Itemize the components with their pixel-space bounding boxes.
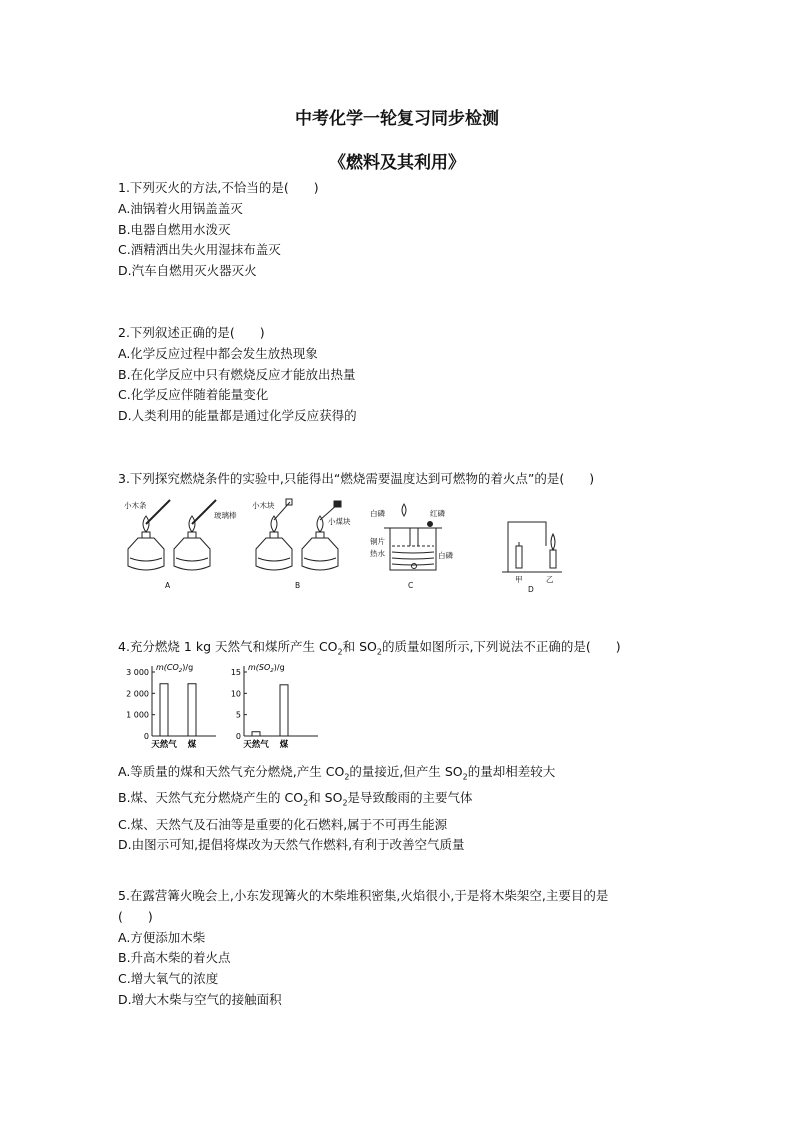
y-tick-label: 1 000 (126, 710, 149, 720)
y-tick-label: 5 (235, 710, 241, 720)
question-1 (118, 178, 688, 282)
subscript: 2 (376, 647, 382, 657)
option-c: C.煤、天然气及石油等是重要的化石燃料,属于不可再生能源 (118, 816, 448, 832)
text: 的量接近,但产生 SO (349, 764, 463, 779)
label-d: D (528, 585, 534, 594)
lamp-b2 (302, 501, 341, 570)
label-b: B (295, 581, 301, 590)
label-yi: 乙 (546, 575, 554, 584)
option-c: C.增大氧气的浓度 (118, 971, 219, 987)
option-a: A.方便添加木柴 (118, 929, 206, 945)
experiment-figure (118, 494, 678, 594)
y-axis-label-subscript: 2 (178, 668, 183, 674)
bar (252, 732, 260, 736)
label-red-p: 红磷 (430, 509, 445, 518)
label-wood: 小木块 (252, 501, 275, 510)
bar (280, 685, 288, 736)
option-b (118, 788, 688, 814)
page-subtitle: 《燃料及其利用》 (329, 153, 465, 173)
y-tick-label: 10 (230, 689, 241, 699)
label-glass-rod: 玻璃棒 (214, 511, 237, 520)
option-b: B.升高木柴的着火点 (118, 950, 231, 966)
y-axis-label-subscript: 2 (270, 668, 274, 674)
y-tick-label: 0 (143, 732, 149, 741)
x-tick-label: 煤 (279, 740, 289, 750)
subscript: 2 (342, 798, 348, 808)
lamp-a1 (128, 500, 170, 570)
y-tick-label: 2 000 (126, 689, 149, 699)
question-5 (118, 886, 688, 1011)
label-white-p: 白磷 (370, 509, 385, 518)
x-tick-label: 天然气 (243, 740, 269, 750)
y-tick-label: 15 (230, 668, 241, 677)
x-tick-label: 天然气 (151, 740, 177, 750)
label-hot-water: 热水 (370, 549, 385, 558)
bar (160, 684, 168, 736)
text: A.等质量的煤和天然气充分燃烧,产生 CO (118, 764, 345, 779)
question-stem-cont: ( ) (118, 908, 153, 924)
bar-charts (118, 660, 328, 756)
option-d: D.由图示可知,提倡将煤改为天然气作燃料,有利于改善空气质量 (118, 837, 465, 853)
question-2 (118, 323, 688, 427)
option-b: B.在化学反应中只有燃烧反应才能放出热量 (118, 366, 356, 382)
question-stem: 1.下列灭火的方法,不恰当的是( ) (118, 180, 319, 195)
question-stem: 3.下列探究燃烧条件的实验中,只能得出“燃烧需要温度达到可燃物的着火点”的是( ) (118, 471, 595, 486)
option-a (118, 762, 688, 788)
bar (188, 684, 196, 736)
y-tick-label: 3 000 (126, 668, 149, 677)
label-a: A (165, 581, 171, 590)
subscript: 2 (462, 772, 468, 782)
question-stem: 5.在露营篝火晚会上,小东发现篝火的木柴堆积密集,火焰很小,于是将木柴架空,主要目的是 (118, 888, 609, 903)
option-a: A.油锅着火用锅盖盖灭 (118, 200, 243, 216)
page-title: 中考化学一轮复习同步检测 (295, 109, 499, 129)
y-axis-label: $m(CO_2)/g$ (156, 663, 194, 674)
bell-jar-d (502, 522, 562, 572)
y-tick-label: 0 (235, 732, 241, 741)
option-c: C.化学反应伴随着能量变化 (118, 387, 269, 403)
x-tick-label: 煤 (187, 740, 197, 750)
stem-part: 4.充分燃烧 1 kg 天然气和煤所产生 CO (118, 639, 338, 654)
text: 和 SO (308, 790, 343, 806)
text: 的量却相差较大 (467, 764, 556, 779)
subscript: 2 (337, 647, 343, 657)
label-stick: 小木条 (124, 501, 147, 510)
question-3 (118, 469, 688, 490)
label-copper: 铜片 (370, 537, 385, 546)
label-jia: 甲 (515, 575, 523, 584)
stem-part: 和 SO (342, 639, 377, 654)
y-axis-label: $m(SO_2)/g$ (248, 663, 285, 674)
question-stem: 2.下列叙述正确的是( ) (118, 325, 265, 340)
option-c: C.酒精洒出失火用湿抹布盖灭 (118, 242, 281, 258)
option-d: D.汽车自燃用灭火器灭火 (118, 263, 257, 279)
y-axis-label-unit: )/g (182, 663, 194, 672)
co2-chart (126, 663, 216, 750)
lamp-a2 (174, 500, 216, 570)
option-b: B.电器自燃用水泼灭 (118, 221, 231, 237)
label-white-p-2: 白磷 (438, 551, 453, 560)
text: 是导致酸雨的主要气体 (347, 790, 473, 806)
subscript: 2 (303, 798, 309, 808)
option-d: D.增大木柴与空气的接触面积 (118, 991, 282, 1007)
so2-chart (231, 663, 318, 750)
text: B.煤、天然气充分燃烧产生的 CO (118, 790, 304, 806)
option-d: D.人类利用的能量都是通过化学反应获得的 (118, 408, 357, 424)
y-axis-label-unit: )/g (273, 663, 285, 672)
stem-part: 的质量如图所示,下列说法不正确的是( ) (381, 639, 621, 654)
question-4-options (118, 762, 688, 856)
option-a: A.化学反应过程中都会发生放热现象 (118, 345, 318, 361)
label-coal: 小煤块 (328, 517, 351, 526)
label-c: C (408, 581, 414, 590)
subscript: 2 (344, 772, 350, 782)
